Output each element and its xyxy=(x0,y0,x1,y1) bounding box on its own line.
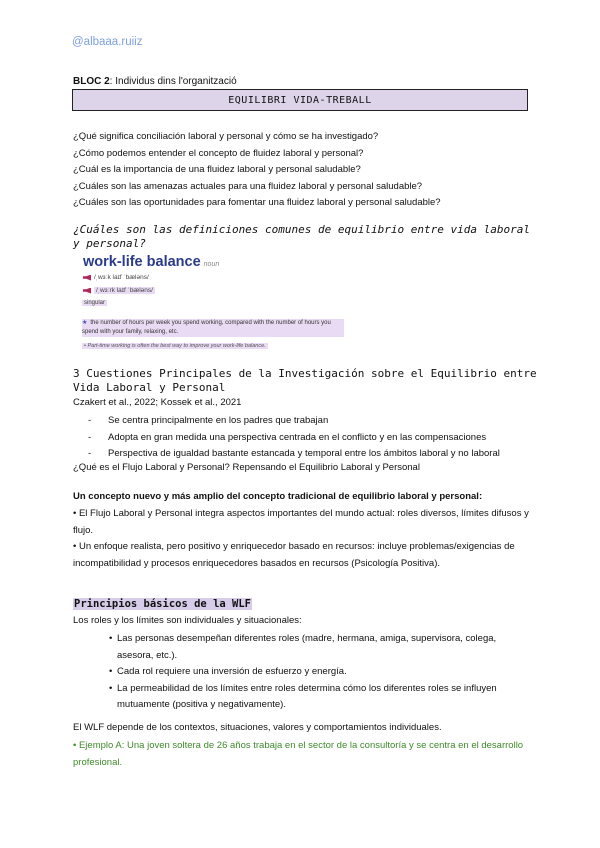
question-item: ¿Cuál es la importancia de una fluidez laboral y personal saludable? xyxy=(73,164,361,175)
list-item: • Cada rol requiere una inversión de esfuerzo y energía. xyxy=(109,664,529,681)
dictionary-word xyxy=(83,254,219,270)
speaker-icon[interactable] xyxy=(83,288,91,294)
principios-list xyxy=(109,631,529,714)
list-item: - Perspectiva de igualdad bastante estancada y temporal entre los ámbitos laboral y no laboral xyxy=(88,446,500,463)
question-item: ¿Cuáles son las amenazas actuales para una fluidez laboral y personal saludable? xyxy=(73,180,423,192)
dictionary-example: • Part-time working is often the best way to improve your work-life balance. xyxy=(84,343,266,349)
concept-paragraph: • Un enfoque realista, pero positivo y enriquecedor basado en recursos: incluye problemas/exigencias de incompatibilidad y procesos enriquecedores basados en recursos (Psicología Positiva). xyxy=(73,541,515,569)
dictionary-definition-text: the number of hours per week you spend working, compared with the number of hours you spend with your family, relaxing, etc. xyxy=(82,320,331,335)
star-icon: ★ xyxy=(82,320,88,326)
concept-paragraph: • El Flujo Laboral y Personal integra aspectos importantes del mundo actual: roles diversos, límites difusos y flujo. xyxy=(73,508,529,536)
question-item: ¿Cuáles son las oportunidades para fomentar una fluidez laboral y personal saludable? xyxy=(73,197,441,208)
issue-text: Perspectiva de igualdad bastante estancada y temporal entre los ámbitos laboral y no laboral xyxy=(108,448,500,459)
bloc-name: : Individus dins l'organització xyxy=(109,76,237,87)
page-title xyxy=(72,89,528,111)
dictionary-pos: noun xyxy=(203,261,220,268)
flujo-question: ¿Qué es el Flujo Laboral y Personal? Repensando el Equilibrio Laboral y Personal xyxy=(73,462,420,473)
issues-list xyxy=(88,413,500,463)
dictionary-definition xyxy=(82,319,344,337)
bloc-heading xyxy=(73,76,237,87)
issues-heading: 3 Cuestiones Principales de la Investigación sobre el Equilibrio entre Vida Laboral y Personal xyxy=(73,367,537,394)
principios-intro: Los roles y los límites son individuales y situacionales: xyxy=(73,615,302,626)
question-item: ¿Cómo podemos entender el concepto de fluidez laboral y personal? xyxy=(73,147,364,159)
principio-text: La permeabilidad de los límites entre roles determina cómo los diferentes roles se influyen mutuamente (positiva y negativamente). xyxy=(117,682,497,710)
list-item: - Se centra principalmente en los padres que trabajan xyxy=(88,413,500,430)
issue-text: Adopta en gran medida una perspectiva centrada en el conflicto y en las compensaciones xyxy=(108,431,487,443)
list-item: • La permeabilidad de los límites entre roles determina cómo los diferentes roles se influyen mutuamente (positiva y negativamente). xyxy=(109,681,529,714)
principio-text: Cada rol requiere una inversión de esfuerzo y energía. xyxy=(117,666,347,677)
dictionary-headword: work-life balance xyxy=(83,254,201,270)
dictionary-example-text: Part-time working is often the best way to improve your work-life balance. xyxy=(87,343,266,349)
definitions-heading: ¿Cuáles son las definiciones comunes de equilibrio entre vida laboral y personal? xyxy=(73,223,530,250)
issue-text: Se centra principalmente en los padres que trabajan xyxy=(108,415,329,426)
bloc-number: BLOC 2 xyxy=(73,76,110,87)
concept-body xyxy=(73,506,533,572)
page-title-text: EQUILIBRI VIDA-TREBALL xyxy=(228,94,372,106)
principios-heading: Principios básicos de la WLF xyxy=(74,598,252,610)
dictionary-entry xyxy=(82,254,344,354)
principio-text: Las personas desempeñan diferentes roles (madre, hermana, amiga, supervisora, colega, asesora, etc.). xyxy=(117,633,497,661)
pronunciation-us-text: /ˌwɜːrk laɪf ˈbæləns/ xyxy=(96,287,153,294)
grammar-label: singular xyxy=(84,300,106,306)
speaker-icon[interactable] xyxy=(83,275,91,281)
list-item: - Adopta en gran medida una perspectiva centrada en el conflicto y en las compensaciones xyxy=(88,430,500,447)
questions-list xyxy=(73,129,441,212)
pronunciation-uk xyxy=(83,274,149,281)
authors-citation: Czakert et al., 2022; Kossek et al., 2021 xyxy=(73,397,242,408)
example-a: • Ejemplo A: Una joven soltera de 26 años trabaja en el sector de la consultoría y se centra en el desarrollo profesional. xyxy=(73,740,524,768)
pronunciation-uk-text: /ˌwɜːk laɪf ˈbæləns/ xyxy=(94,274,149,281)
pronunciation-us xyxy=(83,287,155,294)
list-item: • Las personas desempeñan diferentes roles (madre, hermana, amiga, supervisora, colega, asesora, etc.). xyxy=(109,631,529,664)
author-handle: @albaaa.ruiiz xyxy=(72,36,143,48)
question-item: ¿Qué significa conciliación laboral y personal y cómo se ha investigado? xyxy=(73,131,379,142)
concept-title: Un concepto nuevo y más amplio del concepto tradicional de equilibrio laboral y personal: xyxy=(73,491,483,502)
wlf-dependency: El WLF depende de los contextos, situaciones, valores y comportamientos individuales. xyxy=(73,722,442,733)
